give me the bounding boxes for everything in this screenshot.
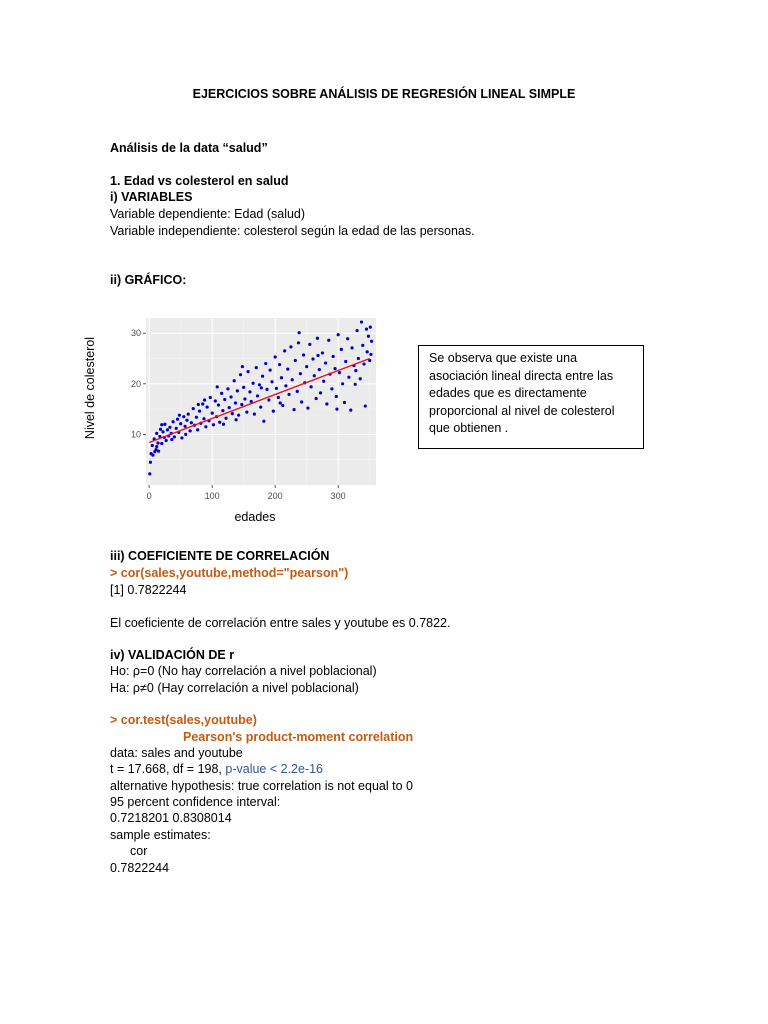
- data-point: [218, 421, 221, 424]
- data-point: [206, 405, 209, 408]
- cor-value: 0.7822244: [110, 861, 170, 875]
- data-point: [364, 404, 367, 407]
- data-point: [160, 442, 163, 445]
- data-point: [325, 402, 328, 405]
- data-point: [196, 428, 199, 431]
- data-point: [211, 412, 214, 415]
- alt-hypothesis: Ha: ρ≠0 (Hay correlación a nivel poblacional): [110, 681, 359, 695]
- data-point: [360, 320, 363, 323]
- data-point: [274, 355, 277, 358]
- data-point: [260, 386, 263, 389]
- tick-label-x: 0: [146, 491, 152, 501]
- independent-variable: Variable independiente: colesterol según la edad de las personas.: [110, 224, 475, 238]
- data-point: [252, 382, 255, 385]
- data-point: [318, 368, 321, 371]
- data-point: [347, 376, 350, 379]
- data-point: [343, 401, 346, 404]
- data-point: [160, 423, 163, 426]
- cortest-command: > cor.test(sales,youtube): [110, 713, 257, 727]
- confidence-values: 0.7218201 0.8308014: [110, 811, 232, 825]
- data-point: [241, 365, 244, 368]
- data-point: [267, 398, 270, 401]
- data-point: [357, 357, 360, 360]
- data-point: [168, 426, 171, 429]
- data-point: [166, 428, 169, 431]
- data-point: [183, 425, 186, 428]
- data-point: [362, 362, 365, 365]
- data-point: [157, 449, 160, 452]
- data-point: [294, 359, 297, 362]
- data-point: [275, 387, 278, 390]
- cor-label: cor: [130, 844, 148, 858]
- data-point: [253, 413, 256, 416]
- data-point: [369, 353, 372, 356]
- observation-note: Se observa que existe una asociación lineal directa entre las edades que es directamente proporcional al nivel de colesterol que obtienen .: [418, 345, 644, 449]
- data-point: [305, 365, 308, 368]
- data-point: [322, 380, 325, 383]
- tick-label-y: 20: [130, 378, 141, 389]
- data-point: [311, 357, 314, 360]
- data-point: [170, 438, 173, 441]
- data-point: [346, 337, 349, 340]
- data-point: [216, 385, 219, 388]
- data-point: [316, 337, 319, 340]
- data-point: [291, 378, 294, 381]
- data-subtitle: Análisis de la data “salud”: [110, 141, 268, 155]
- data-point: [354, 383, 357, 386]
- data-point: [202, 417, 205, 420]
- data-point: [175, 427, 178, 430]
- graph-heading: ii) GRÁFICO:: [110, 273, 187, 287]
- data-point: [367, 335, 370, 338]
- p-value: p-value < 2.2e-16: [225, 762, 324, 776]
- data-point: [321, 351, 324, 354]
- data-point: [283, 349, 286, 352]
- data-point: [184, 433, 187, 436]
- data-point: [234, 401, 237, 404]
- cor-command: > cor(sales,youtube,method="pearson"): [110, 566, 349, 580]
- data-point: [224, 417, 227, 420]
- alternative-line: alternative hypothesis: true correlation is not equal to 0: [110, 779, 413, 793]
- data-point: [280, 376, 283, 379]
- data-point: [269, 369, 272, 372]
- data-point: [187, 413, 190, 416]
- data-point: [313, 374, 316, 377]
- data-point: [180, 436, 183, 439]
- data-point: [239, 373, 242, 376]
- data-point: [256, 394, 259, 397]
- test-title: Pearson's product-moment correlation: [183, 730, 414, 744]
- data-point: [299, 372, 302, 375]
- data-point: [330, 387, 333, 390]
- data-point: [302, 353, 305, 356]
- data-point: [270, 380, 273, 383]
- data-point: [292, 408, 295, 411]
- data-point: [151, 454, 154, 457]
- data-point: [287, 393, 290, 396]
- variables-heading: i) VARIABLES: [110, 190, 193, 204]
- tick-label-y: 10: [130, 429, 141, 440]
- data-point: [338, 371, 341, 374]
- data-point: [231, 412, 234, 415]
- data-point: [195, 416, 198, 419]
- data-point: [279, 401, 282, 404]
- data-point: [359, 377, 362, 380]
- data-point: [236, 389, 239, 392]
- data-point: [278, 363, 281, 366]
- data-point: [264, 362, 267, 365]
- data-point: [155, 445, 158, 448]
- data-point: [335, 407, 338, 410]
- data-point: [217, 403, 220, 406]
- data-point: [296, 390, 299, 393]
- data-point: [361, 344, 364, 347]
- data-point: [370, 340, 373, 343]
- data-point: [335, 395, 338, 398]
- data-point: [369, 326, 372, 329]
- data-point: [344, 360, 347, 363]
- validation-heading: iv) VALIDACIÓN DE r: [110, 648, 235, 662]
- data-point: [151, 444, 154, 447]
- data-point: [281, 404, 284, 407]
- data-point: [161, 430, 164, 433]
- tick-label-x: 200: [267, 491, 283, 501]
- data-point: [255, 366, 258, 369]
- data-point: [214, 399, 217, 402]
- data-point: [209, 396, 212, 399]
- data-point: [178, 414, 181, 417]
- tick-label-y: 30: [130, 328, 141, 339]
- data-point: [190, 421, 193, 424]
- data-point: [220, 392, 223, 395]
- data-point: [179, 422, 182, 425]
- data-point: [223, 398, 226, 401]
- null-hypothesis: Ho: ρ=0 (No hay correlación a nivel poblacional): [110, 664, 377, 678]
- data-point: [171, 420, 174, 423]
- data-point: [185, 419, 188, 422]
- tick-label-x: 300: [330, 491, 346, 501]
- data-point: [165, 439, 168, 442]
- chart-y-axis-label: Nivel de colesterol: [83, 336, 97, 440]
- confidence-line: 95 percent confidence interval:: [110, 795, 281, 809]
- data-point: [192, 407, 195, 410]
- data-point: [300, 400, 303, 403]
- data-point: [309, 385, 312, 388]
- data-point: [240, 403, 243, 406]
- data-point: [306, 406, 309, 409]
- data-point: [262, 420, 265, 423]
- data-point: [198, 410, 201, 413]
- data-point: [308, 343, 311, 346]
- data-point: [237, 414, 240, 417]
- data-point: [176, 418, 179, 421]
- data-point: [163, 423, 166, 426]
- data-point: [245, 411, 248, 414]
- data-point: [333, 367, 336, 370]
- data-point: [277, 396, 280, 399]
- data-point: [197, 403, 200, 406]
- data-point: [349, 409, 352, 412]
- estimates-line: sample estimates:: [110, 828, 211, 842]
- data-point: [201, 402, 204, 405]
- data-point: [319, 391, 322, 394]
- cor-result: [1] 0.7822244: [110, 583, 187, 597]
- data-point: [284, 384, 287, 387]
- data-point: [226, 387, 229, 390]
- data-point: [316, 354, 319, 357]
- data-point: [265, 388, 268, 391]
- data-point: [222, 423, 225, 426]
- data-point: [298, 331, 301, 334]
- data-point: [258, 383, 261, 386]
- data-point: [332, 355, 335, 358]
- data-point: [286, 368, 289, 371]
- data-point: [355, 329, 358, 332]
- data-point: [221, 409, 224, 412]
- data-point: [149, 461, 152, 464]
- data-point: [259, 405, 262, 408]
- tick-label-x: 100: [204, 491, 220, 501]
- document-title: EJERCICIOS SOBRE ANÁLISIS DE REGRESIÓN LINEAL SIMPLE: [192, 87, 576, 101]
- data-point: [235, 418, 238, 421]
- correlation-heading: iii) COEFICIENTE DE CORRELACIÓN: [110, 549, 330, 563]
- data-point: [155, 432, 158, 435]
- data-point: [233, 379, 236, 382]
- data-point: [366, 350, 369, 353]
- data-point: [261, 375, 264, 378]
- data-point: [341, 382, 344, 385]
- data-point: [324, 361, 327, 364]
- scatter-chart: [104, 310, 382, 532]
- data-point: [156, 441, 159, 444]
- data-point: [354, 369, 357, 372]
- data-point: [189, 429, 192, 432]
- data-line: data: sales and youtube: [110, 746, 243, 760]
- data-point: [327, 339, 330, 342]
- dependent-variable: Variable dependiente: Edad (salud): [110, 207, 306, 221]
- data-point: [243, 397, 246, 400]
- data-point: [340, 348, 343, 351]
- t-statistic-line: [110, 761, 323, 777]
- data-point: [228, 406, 231, 409]
- data-point: [212, 423, 215, 426]
- data-point: [204, 425, 207, 428]
- data-point: [148, 472, 151, 475]
- data-point: [182, 415, 185, 418]
- question-heading: 1. Edad vs colesterol en salud: [110, 174, 289, 188]
- data-point: [289, 345, 292, 348]
- data-point: [242, 386, 245, 389]
- data-point: [173, 435, 176, 438]
- data-point: [159, 428, 162, 431]
- data-point: [229, 395, 232, 398]
- data-point: [315, 397, 318, 400]
- t-statistic: t = 17.668, df = 198,: [110, 762, 226, 776]
- data-point: [297, 341, 300, 344]
- cor-interpretation: El coeficiente de correlación entre sales y youtube es 0.7822.: [110, 616, 451, 630]
- data-point: [246, 370, 249, 373]
- data-point: [365, 328, 368, 331]
- chart-x-axis-label: edades: [234, 510, 276, 524]
- data-point: [272, 410, 275, 413]
- data-point: [337, 333, 340, 336]
- data-point: [350, 346, 353, 349]
- data-point: [203, 398, 206, 401]
- data-point: [248, 390, 251, 393]
